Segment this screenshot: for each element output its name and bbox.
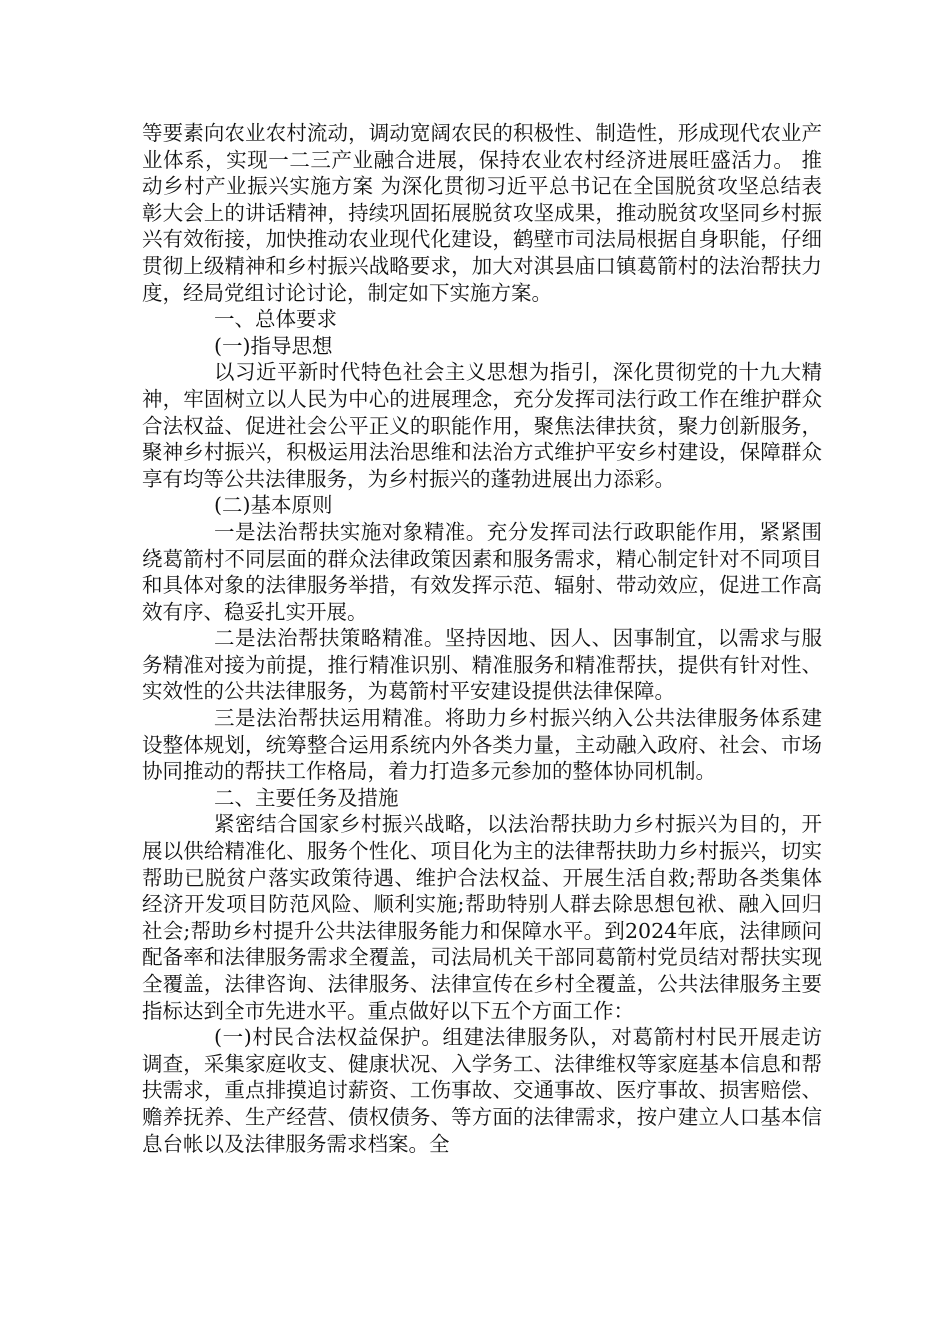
paragraph-principle-one: 一是法治帮扶实施对象精准。充分发挥司法行政职能作用，紧紧围绕葛箭村不同层面的群众法律政策因素和服务需求，精心制定针对不同项目和具体对象的法律服务举措，有效发挥示范、辐射、带动效应，促进工作高效有序、稳妥扎实开展。 [142,519,822,624]
section-heading-general-requirements: 一、总体要求 [214,307,337,332]
document-body [142,120,822,1157]
subheading-guiding-thought: (一)指导思想 [214,333,333,358]
paragraph-guiding-thought: 以习近平新时代特色社会主义思想为指引，深化贯彻党的十九大精神，牢固树立以人民为中心的进展理念，充分发挥司法行政工作在维护群众合法权益、促进社会公平正义的职能作用，聚焦法律扶贫，聚力创新服务，聚神乡村振兴，积极运用法治思维和法治方式维护平安乡村建设，保障群众享有均等公共法律服务，为乡村振兴的蓬勃进展出力添彩。 [142,360,822,491]
paragraph-principle-three: 三是法治帮扶运用精准。将助力乡村振兴纳入公共法律服务体系建设整体规划，统筹整合运用系统内外各类力量，主动融入政府、社会、市场协同推动的帮扶工作格局，着力打造多元参加的整体协同机制。 [142,706,822,784]
paragraph-principle-two: 二是法治帮扶策略精准。坚持因地、因人、因事制宜，以需求与服务精准对接为前提，推行精准识别、精准服务和精准帮扶，提供有针对性、实效性的公共法律服务，为葛箭村平安建设提供法律保障。 [142,626,822,704]
paragraph-rights-protection: (一)村民合法权益保护。组建法律服务队，对葛箭村村民开展走访调查，采集家庭收支、健康状况、入学务工、法律维权等家庭基本信息和帮扶需求，重点排摸追讨薪资、工伤事故、交通事故、医疗事故、损害赔偿、赡养抚养、生产经营、债权债务、等方面的法律需求，按户建立人口基本信息台帐以及法律服务需求档案。全 [142,1025,822,1156]
section-heading-main-tasks: 二、主要任务及措施 [214,785,399,810]
paragraph-intro: 等要素向农业农村流动，调动宽阔农民的积极性、制造性，形成现代农业产业体系，实现一二三产业融合进展，保持农业农村经济进展旺盛活力。 推动乡村产业振兴实施方案 为深化贯彻习近平总书记在全国脱贫攻坚总结表彰大会上的讲话精神，持续巩固拓展脱贫攻坚成果，推动脱贫攻坚同乡村振兴有效衔接，加快推动农业现代化建设，鹤壁市司法局根据自身职能，仔细贯彻上级精神和乡村振兴战略要求，加大对淇县庙口镇葛箭村的法治帮扶力度，经局党组讨论讨论，制定如下实施方案。 [142,121,822,305]
paragraph-main-tasks: 紧密结合国家乡村振兴战略，以法治帮扶助力乡村振兴为目的，开展以供给精准化、服务个性化、项目化为主的法律帮扶助力乡村振兴，切实帮助已脱贫户落实政策待遇、维护合法权益、开展生活自救;帮助各类集体经济开发项目防范风险、顺利实施;帮助特别人群去除思想包袱、融入回归社会;帮助乡村提升公共法律服务能力和保障水平。到2024年底，法律顾问配备率和法律服务需求全覆盖，司法局机关干部同葛箭村党员结对帮扶实现全覆盖，法律咨询、法律服务、法律宣传在乡村全覆盖，公共法律服务主要指标达到全市先进水平。重点做好以下五个方面工作： [142,812,822,1023]
subheading-basic-principles: (二)基本原则 [214,493,333,518]
